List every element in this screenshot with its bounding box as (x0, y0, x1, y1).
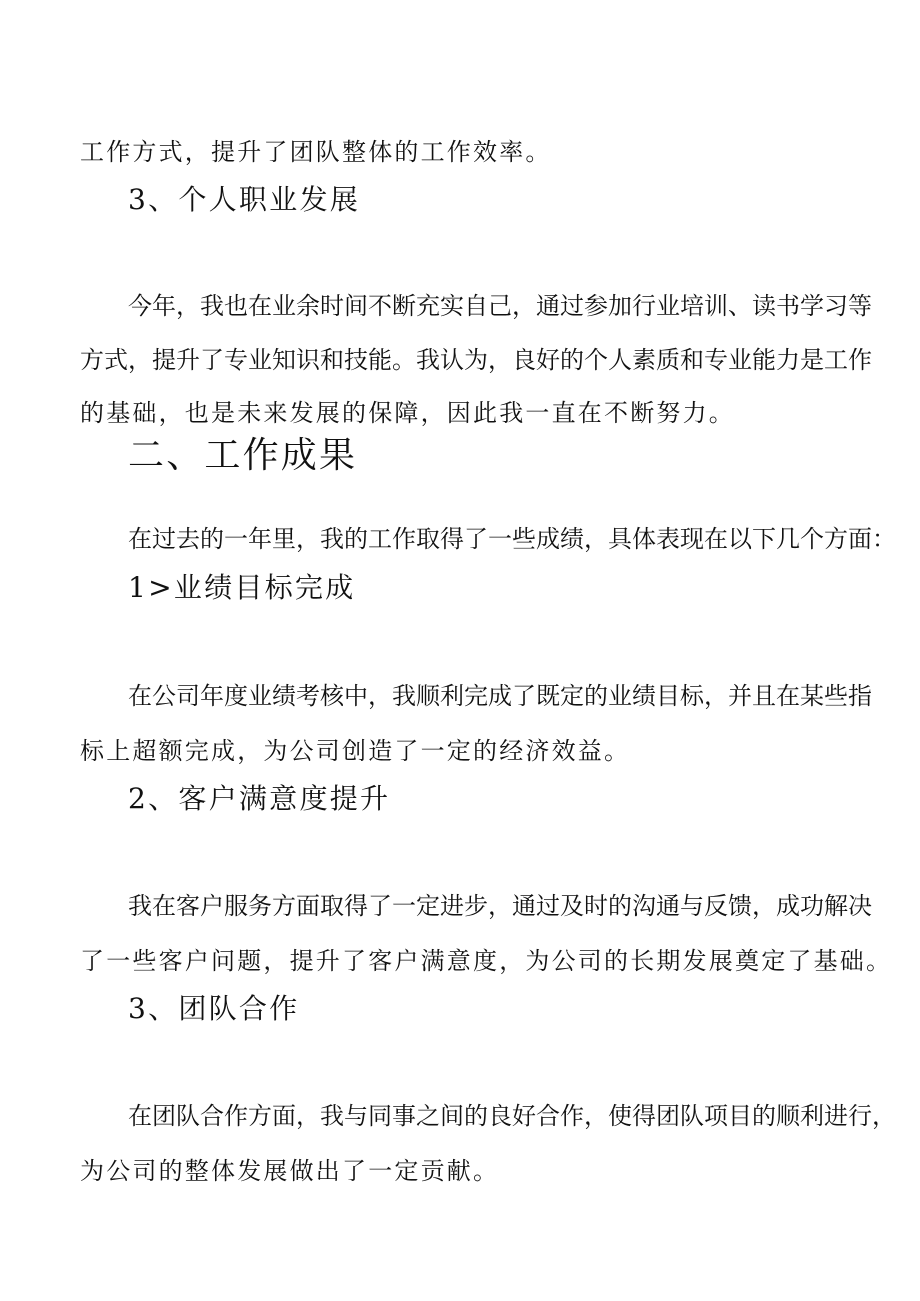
heading-career-development: 3、个人职业发展 (128, 183, 361, 216)
paragraph-line-work-efficiency-end: 工作方式，提升了团队整体的工作效率。 (80, 138, 552, 166)
paragraph-customer-line-1: 我在客户服务方面取得了一定进步，通过及时的沟通与反馈，成功解决 (128, 892, 872, 920)
paragraph-career-line-2: 方式，提升了专业知识和技能。我认为，良好的个人素质和专业能力是工作 (80, 346, 872, 374)
heading-work-results: 二、工作成果 (128, 435, 358, 476)
paragraph-team-line-2: 为公司的整体发展做出了一定贡献。 (80, 1157, 500, 1185)
heading-performance-goals: 1>业绩目标完成 (128, 571, 356, 604)
heading-team-cooperation: 3、团队合作 (128, 992, 300, 1025)
paragraph-results-intro: 在过去的一年里，我的工作取得了一些成绩，具体表现在以下几个方面： (128, 525, 896, 553)
paragraph-career-line-1: 今年，我也在业余时间不断充实自己，通过参加行业培训、读书学习等 (128, 292, 872, 320)
paragraph-performance-line-2: 标上超额完成，为公司创造了一定的经济效益。 (80, 737, 631, 765)
paragraph-performance-line-1: 在公司年度业绩考核中，我顺利完成了既定的业绩目标，并且在某些指 (128, 682, 872, 710)
paragraph-customer-line-2: 了一些客户问题，提升了客户满意度，为公司的长期发展奠定了基础。 (80, 947, 893, 975)
paragraph-career-line-3: 的基础，也是未来发展的保障，因此我一直在不断努力。 (80, 399, 735, 427)
heading-customer-satisfaction: 2、客户满意度提升 (128, 782, 391, 815)
paragraph-team-line-1: 在团队合作方面，我与同事之间的良好合作，使得团队项目的顺利进行， (128, 1102, 896, 1130)
